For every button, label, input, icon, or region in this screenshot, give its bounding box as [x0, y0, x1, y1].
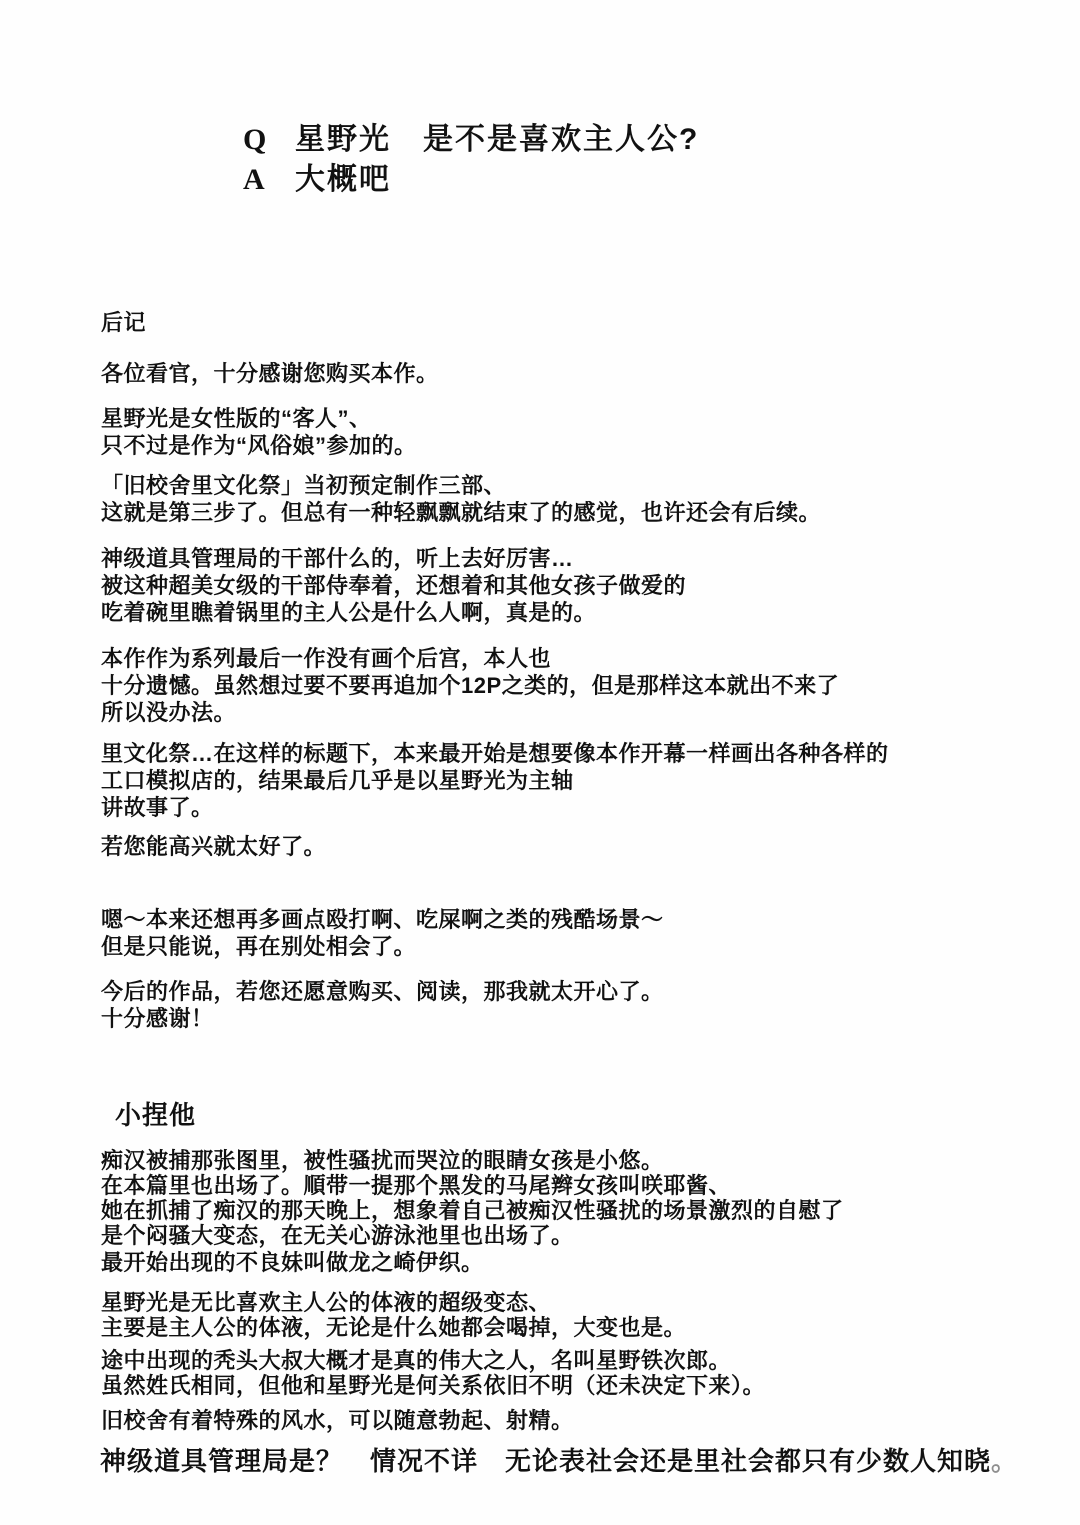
notes-paragraph — [101, 1250, 1031, 1275]
text-line: 若您能高兴就太好了。 — [101, 834, 327, 859]
afterword-paragraph — [101, 740, 1031, 821]
text-line: 途中出现的秃头大叔大概才是真的伟大之人，名叫星野铁次郎。 — [101, 1348, 732, 1373]
afterword-title: 后记 — [101, 310, 147, 335]
notes-paragraph — [101, 1408, 1031, 1433]
qa-question-text: 星野光 是不是喜欢主人公? — [295, 123, 700, 156]
text-line: 只不过是作为“风俗娘”参加的。 — [101, 433, 417, 458]
text-line: 在本篇里也出场了。順带一提那个黑发的马尾辫女孩叫咲耶酱、 — [101, 1173, 732, 1198]
footer-statement — [100, 1444, 1018, 1478]
footer-statement-text: 神级道具管理局是？ 情况不详 无论表社会还是里社会都只有少数人知晓 — [100, 1446, 992, 1476]
text-line: 嗯～本来还想再多画点殴打啊、吃屎啊之类的残酷场景～ — [101, 907, 664, 932]
qa-question-row — [243, 120, 699, 160]
qa-question-label: Q — [243, 123, 267, 156]
afterword-paragraph — [101, 645, 1031, 726]
text-line: 所以没办法。 — [101, 700, 237, 725]
afterword-paragraph — [101, 472, 1031, 526]
text-line: 本作作为系列最后一作没有画个后宫，本人也 — [101, 646, 552, 671]
afterword-paragraph — [101, 545, 1031, 626]
text-line: 痴汉被捕那张图里，被性骚扰而哭泣的眼睛女孩是小悠。 — [101, 1148, 664, 1173]
text-line: 最开始出现的不良妹叫做龙之崎伊织。 — [101, 1250, 484, 1275]
notes-paragraph — [101, 1148, 1031, 1248]
text-line: 今后的作品，若您还愿意购买、阅读，那我就太开心了。 — [101, 979, 664, 1004]
text-line: 但是只能说，再在别处相会了。 — [101, 934, 417, 959]
text-line: 是个闷骚大变态，在无关心游泳池里也出场了。 — [101, 1223, 574, 1248]
footer-statement-period: 。 — [991, 1446, 1019, 1476]
text-line: 讲故事了。 — [101, 795, 214, 820]
text-line: 工口模拟店的，结果最后几乎是以星野光为主轴 — [101, 768, 574, 793]
text-line: 这就是第三步了。但总有一种轻飘飘就结束了的感觉，也许还会有后续。 — [101, 500, 822, 525]
text-line: 十分遗憾。虽然想过要不要再追加个12P之类的，但是那样这本就出不来了 — [101, 673, 840, 698]
qa-answer-label: A — [243, 163, 265, 196]
text-line: 神级道具管理局的干部什么的，听上去好厉害… — [101, 546, 574, 571]
afterword-section — [101, 309, 1031, 1032]
afterword-paragraph — [101, 833, 1031, 860]
text-line: 「旧校舍里文化祭」当初预定制作三部、 — [101, 473, 507, 498]
afterword-paragraph — [101, 978, 1031, 1032]
notes-paragraph — [101, 1348, 1031, 1398]
qa-answer-row — [243, 160, 699, 200]
notes-section — [101, 1100, 1031, 1433]
text-line: 各位看官，十分感谢您购买本作。 — [101, 361, 439, 386]
afterword-paragraph — [101, 906, 1031, 960]
qa-answer-text: 大概吧 — [295, 163, 391, 196]
text-line: 旧校舍有着特殊的风水，可以随意勃起、射精。 — [101, 1408, 574, 1433]
text-line: 主要是主人公的体液，无论是什么她都会喝掉，大变也是。 — [101, 1315, 687, 1340]
afterword-paragraph — [101, 360, 1031, 387]
text-line: 星野光是女性版的“客人”、 — [101, 406, 372, 431]
text-line: 十分感谢！ — [101, 1006, 214, 1031]
text-line: 里文化祭…在这样的标题下，本来最开始是想要像本作开幕一样画出各种各样的 — [101, 741, 889, 766]
text-line: 星野光是无比喜欢主人公的体液的超级变态、 — [101, 1290, 552, 1315]
notes-paragraph — [101, 1290, 1031, 1340]
text-line: 虽然姓氏相同，但他和星野光是何关系依旧不明（还未决定下来）。 — [101, 1373, 766, 1398]
text-line: 她在抓捕了痴汉的那天晚上，想象着自己被痴汉性骚扰的场景激烈的自慰了 — [101, 1198, 844, 1223]
text-line: 被这种超美女级的干部侍奉着，还想着和其他女孩子做爱的 — [101, 573, 687, 598]
afterword-paragraph — [101, 405, 1031, 459]
text-line: 吃着碗里瞧着锅里的主人公是什么人啊，真是的。 — [101, 600, 597, 625]
qa-block — [243, 120, 699, 200]
notes-title: 小捏他 — [115, 1100, 197, 1130]
